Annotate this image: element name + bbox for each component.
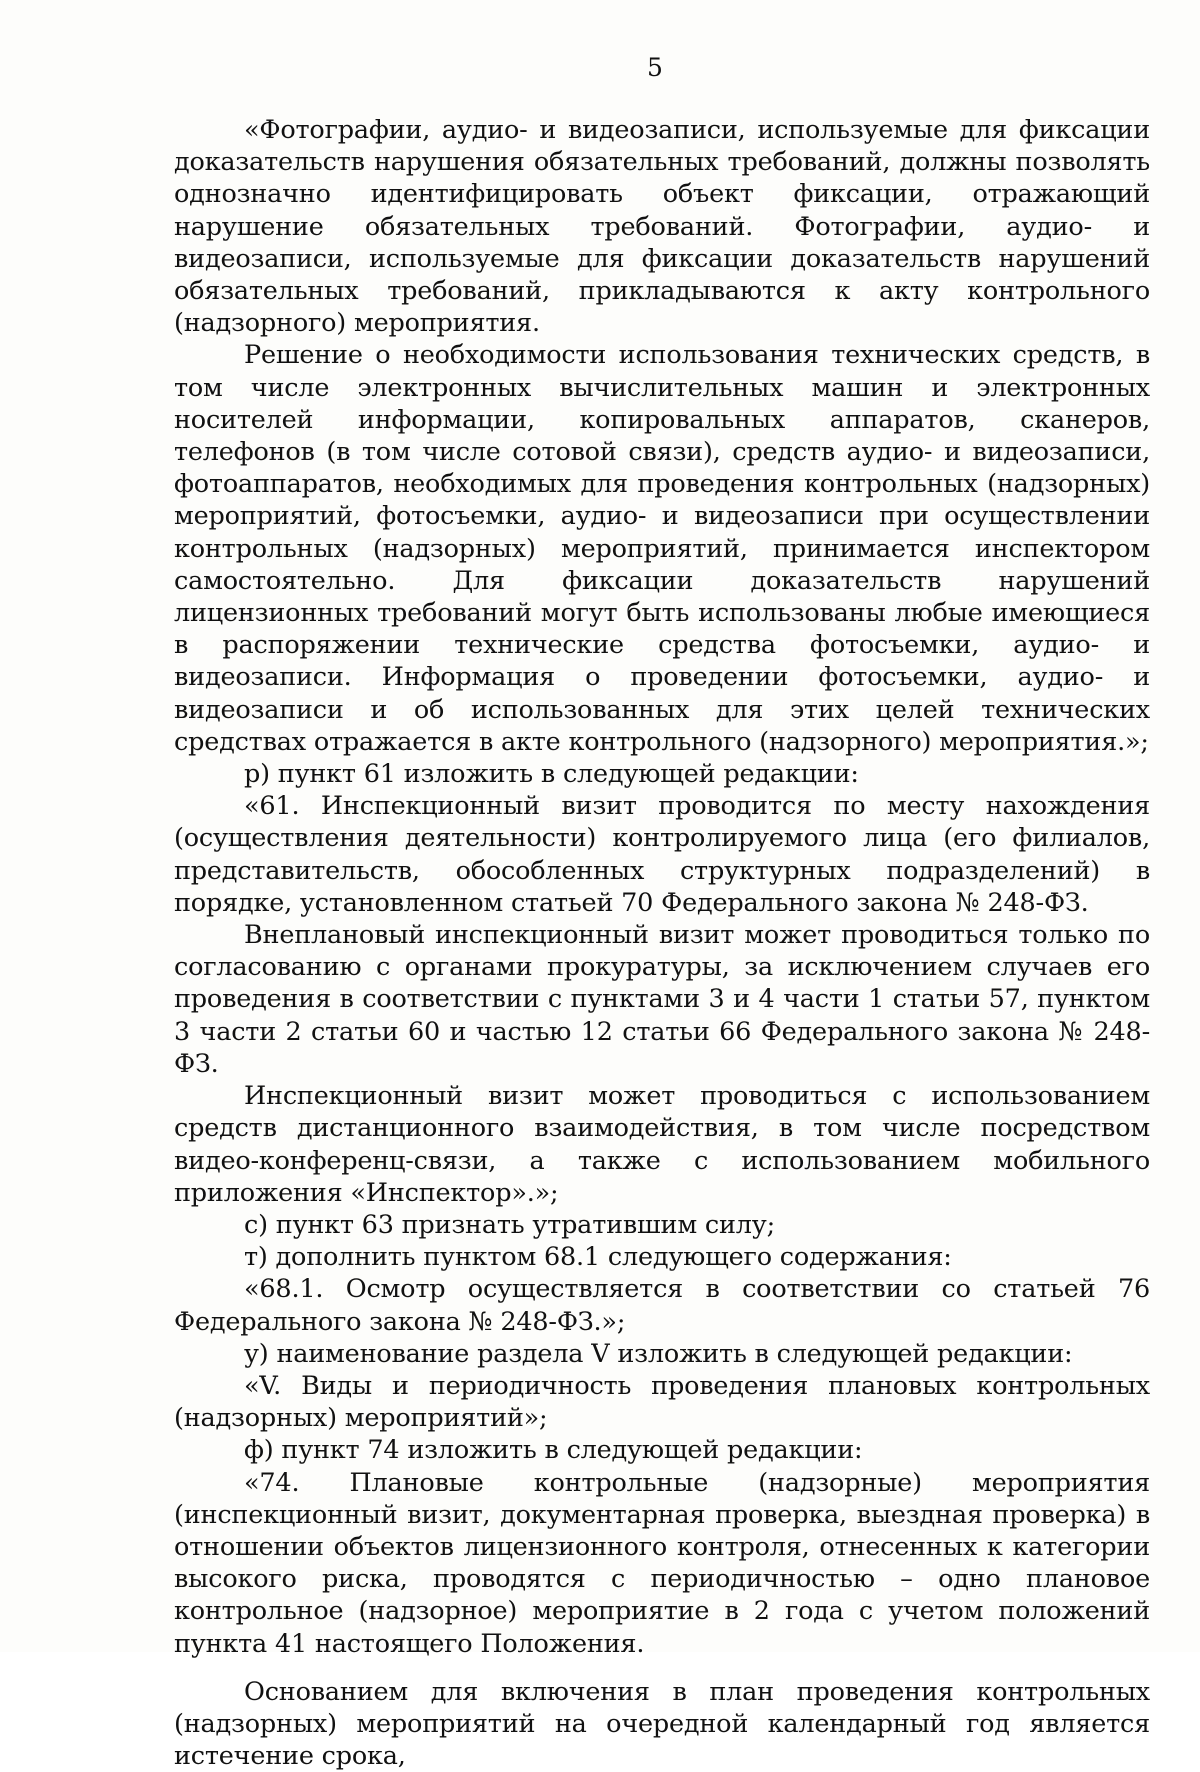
paragraph-point-68-1: «68.1. Осмотр осуществляется в соответствии со статьей 76 Федерального закона № 248-ФЗ.»; [174, 1274, 1150, 1337]
paragraph-item-f: ф) пункт 74 изложить в следующей редакции: [244, 1435, 863, 1466]
paragraph-item-u: у) наименование раздела V изложить в следующей редакции: [244, 1338, 1073, 1369]
paragraph-technical-means: Решение о необходимости использования технических средств, в том числе электронных вычислительных машин и электронных носителей информации, копировальных аппаратов, сканеров, телефонов (в том числе сотовой связи), средств аудио- и видеозаписи, фотоаппаратов, необходимых для проведения контрольных (надзорных) мероприятий, фотосъемки, аудио- и видеозаписи при осуществлении контрольных (надзорных) мероприятий, принимается инспектором самостоятельно. Для фиксации доказательств нарушений лицензионных требований могут быть использованы любые имеющиеся в распоряжении технические средства фотосъемки, аудио- и видеозаписи. Информация о проведении фотосъемки, аудио- и видеозаписи и об использованных для этих целей технических средствах отражается в акте контрольного (надзорного) мероприятия.»; [174, 340, 1150, 757]
paragraph-item-r: р) пункт 61 изложить в следующей редакции: [244, 759, 859, 790]
page-number: 5 [647, 53, 663, 82]
paragraph-photo-evidence: «Фотографии, аудио- и видеозаписи, используемые для фиксации доказательств нарушения обязательных требований, должны позволять однозначно идентифицировать объект фиксации, отражающий нарушение обязательных требований. Фотографии, аудио- и видеозаписи, используемые для фиксации доказательств нарушений обязательных требований, прикладываются к акту контрольного (надзорного) мероприятия. [174, 115, 1150, 339]
paragraph-point-74: «74. Плановые контрольные (надзорные) мероприятия (инспекционный визит, документарная проверка, выездная проверка) в отношении объектов лицензионного контроля, отнесенных к категории высокого риска, проводятся с периодичностью – одно плановое контрольное (надзорное) мероприятие в 2 года с учетом положений пункта 41 настоящего Положения. [174, 1467, 1150, 1659]
document-body [174, 114, 1150, 1772]
paragraph-remote-visit: Инспекционный визит может проводиться с использованием средств дистанционного взаимодействия, в том числе посредством видео-конференц-связи, а также с использованием мобильного приложения «Инспектор».»; [174, 1081, 1150, 1208]
paragraph-section-v-title: «V. Виды и периодичность проведения плановых контрольных (надзорных) мероприятий»; [174, 1370, 1150, 1434]
paragraph-plan-basis: Основанием для включения в план проведения контрольных (надзорных) мероприятий на очередной календарный год является истечение срока, [174, 1676, 1150, 1772]
paragraph-item-t: т) дополнить пунктом 68.1 следующего содержания: [244, 1242, 952, 1273]
paragraph-point-61: «61. Инспекционный визит проводится по месту нахождения (осуществления деятельности) контролируемого лица (его филиалов, представительств, обособленных структурных подразделений) в порядке, установленном статьей 70 Федерального закона № 248-ФЗ. [174, 791, 1150, 918]
paragraph-item-s: с) пункт 63 признать утратившим силу; [244, 1209, 775, 1240]
paragraph-unscheduled-visit: Внеплановый инспекционный визит может проводиться только по согласованию с органами прокуратуры, за исключением случаев его проведения в соответствии с пунктами 3 и 4 части 1 статьи 57, пунктом 3 части 2 статьи 60 и частью 12 статьи 66 Федерального закона № 248-ФЗ. [174, 920, 1150, 1079]
